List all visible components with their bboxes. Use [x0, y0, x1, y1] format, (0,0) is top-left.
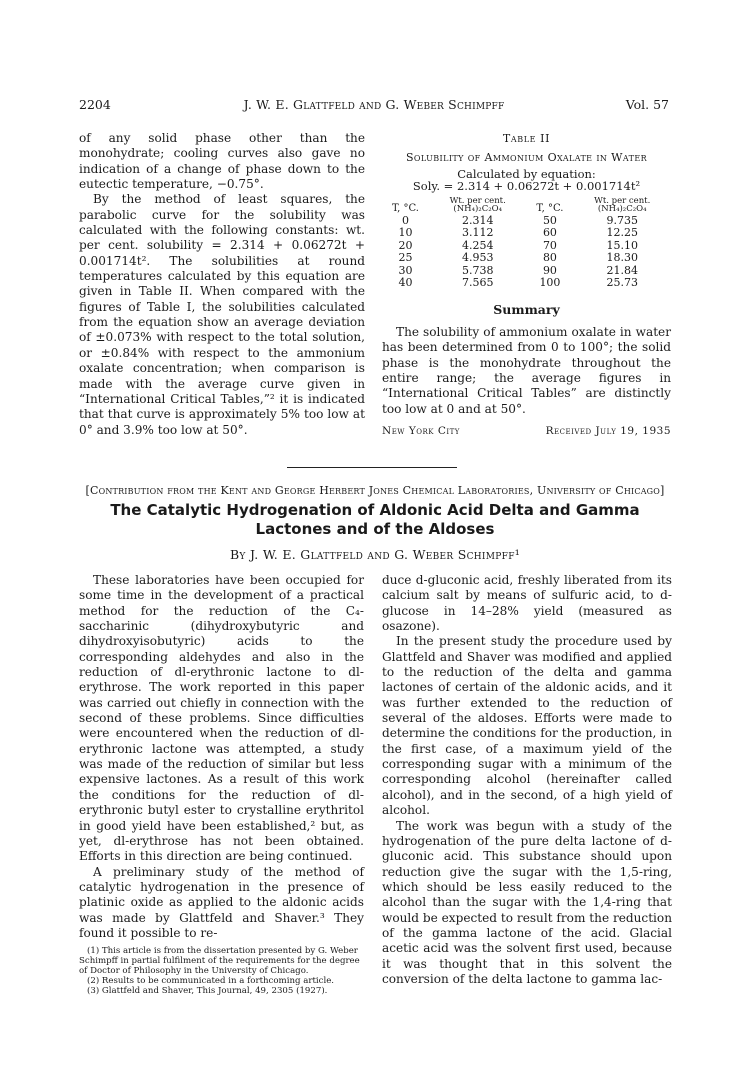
right-column-top — [382, 131, 671, 439]
summary-heading: Summary — [493, 301, 560, 317]
table-title: Table II — [502, 132, 551, 145]
work-begun-paragraph: The work was begun with a study of the hydrogenation of the pure delta lactone of d-gluconic acid. This substance should upon reduction give the sugar with the 1,5-ring, which should be less easily reduced to the alcohol than the sugar with the 1,4-ring that would be expected to result from the reduction of the gamma lactone of the acid. Glacial acetic acid was the solvent first used, because it was thought that in this solvent the conversion of the delta lactone to gamma lac- — [382, 818, 672, 986]
table-cell: 15.10 — [606, 238, 638, 252]
col-header-wt-top: Wt. per cent. — [449, 195, 506, 206]
left-column-bottom — [79, 573, 364, 996]
table-cell: 4.254 — [461, 238, 494, 252]
right-column-bottom — [382, 573, 672, 987]
article-title: The Catalytic Hydrogenation of Aldonic Acid Delta and Gamma Lactones and of the Aldoses — [110, 501, 640, 538]
table-cell: 2.314 — [461, 213, 494, 227]
table-header-row — [382, 195, 671, 215]
table-cell: 5.738 — [461, 263, 494, 277]
table-cell: 12.25 — [606, 226, 638, 240]
table-cell: 10 — [398, 226, 413, 240]
table-caption: Solubility of Ammonium Oxalate in Water — [405, 151, 648, 165]
left-column-top — [79, 131, 365, 438]
table-cell: 80 — [542, 251, 557, 265]
col-header-temp-2: T, °C. — [536, 202, 564, 214]
table-cell: 90 — [542, 263, 557, 277]
solubility-table — [382, 195, 671, 290]
page-number: 2204 — [79, 97, 111, 112]
col-header-temp-1: T, °C. — [391, 202, 419, 214]
table-cell: 3.112 — [461, 226, 494, 240]
footnote-1: (1) This article is from the dissertation presented by G. Weber Schimpff in partial fulfilment of the requirements for the degree of Doctor of Philosophy in the University of Chicago. — [79, 946, 360, 977]
received-date: Received July 19, 1935 — [545, 425, 671, 438]
table-cell: 100 — [539, 276, 561, 290]
col-header-wt-bottom: (NH₄)₂C₂O₄ — [453, 203, 502, 214]
present-study-paragraph: In the present study the procedure used by Glattfeld and Shaver was modified and applied to the reduction of the delta and gamma lactones of certain of the aldonic acids, and it was further extended to the reduction of several of the aldoses. Efforts were made to determine the conditions for the production, in the first case, of a maximum yield of the corresponding sugar with a minimum of the corresponding alcohol (hereinafter called alcohol), and in the second, of a high yield of alcohol. — [382, 634, 672, 818]
table-cell: 7.565 — [461, 276, 494, 290]
signature-line — [382, 424, 671, 439]
byline: By J. W. E. Glattfeld and G. Weber Schimpff¹ — [229, 547, 521, 562]
continued-paragraph-right: duce d-gluconic acid, freshly liberated from its calcium salt by means of sulfuric acid, to d-glucose in 14–28% yield (measured as osazone). — [382, 573, 672, 634]
col-header-wt-2 — [573, 195, 671, 215]
footnote-2: (2) Results to be communicated in a forthcoming article. — [87, 976, 335, 987]
table-cell: 25 — [398, 251, 413, 265]
table-cell: 21.84 — [606, 263, 638, 277]
footnote-3: (3) Glattfeld and Shaver, This Journal, 49, 2305 (1927). — [87, 986, 328, 997]
col-header-wt-1 — [429, 195, 527, 215]
preliminary-study-paragraph: A preliminary study of the method of catalytic hydrogenation in the presence of platinic oxide as applied to the aldonic acids was made by Glattfeld and Shaver.³ They found it possible to re- — [79, 864, 364, 940]
table-row — [382, 252, 671, 265]
least-squares-paragraph: By the method of least squares, the parabolic curve for the solubility was calculated with the following constants: wt. per cent. solubility = 2.314 + 0.06272t + 0.001714t². The solubilities at round temperatures calculated by this equation are given in Table II. When compared with the figures of Table I, the solubilities calculated from the equation show an average deviation of ±0.073% with respect to the total solution, or ±0.84% with respect to the ammonium oxalate concentration; when comparison is made with the average curve given in “International Critical Tables,”² it is indicated that that curve is approximately 5% too low at 0° and 3.9% too low at 50°. — [79, 192, 365, 437]
intro-paragraph: These laboratories have been occupied for some time in the development of a practical method for the reduction of the C₄-saccharinic (dihydroxybutyric and dihydroxyisobutyric) acids to the corresponding aldehydes and also in the reduction of dl-erythronic lactone to dl-erythrose. The work reported in this paper was carried out chiefly in connection with the second of these problems. Since difficulties were encountered when the reduction of dl-erythronic lactone was attempted, a study was made of the reduction of similar but less expensive lactones. As a result of this work the conditions for the reduction of dl-erythronic butyl ester to crystalline erythritol in good yield have been established,² but, as yet, dl-erythrose has not been obtained. Efforts in this direction are being continued. — [79, 573, 364, 864]
table-cell: 25.73 — [606, 276, 638, 290]
table-cell: 20 — [398, 238, 413, 252]
table-cell: 50 — [542, 213, 557, 227]
continued-paragraph: of any solid phase other than the monohydrate; cooling curves also gave no indication of a change of phase down to the eutectic temperature, −0.75°. — [79, 131, 365, 192]
table-cell: 30 — [398, 263, 413, 277]
table-cell: 70 — [542, 238, 557, 252]
table-equation: Soly. = 2.314 + 0.06272t + 0.001714t² — [412, 178, 641, 193]
table-row — [382, 227, 671, 240]
table-cell: 18.30 — [606, 251, 638, 265]
running-head — [79, 97, 669, 115]
col-header-wt-bottom: (NH₄)₂C₂O₄ — [597, 203, 647, 214]
table-row — [382, 277, 671, 290]
table-cell: 40 — [398, 276, 413, 290]
section-divider — [287, 467, 457, 468]
table-cell: 60 — [542, 226, 557, 240]
table-cell: 9.735 — [606, 213, 638, 227]
volume-number: Vol. 57 — [625, 97, 669, 112]
running-head-authors: J. W. E. Glattfeld and G. Weber Schimpff — [243, 97, 505, 112]
col-header-wt-top: Wt. per cent. — [594, 195, 651, 206]
place-line: New York City — [382, 425, 460, 438]
table-equation-label: Calculated by equation: — [457, 166, 596, 181]
summary-paragraph: The solubility of ammonium oxalate in water has been determined from 0 to 100°; the solid phase is the monohydrate throughout the entire range; the average figures in “International Critical Tables” are distinctly too low at 0 and at 50°. — [382, 325, 671, 416]
contribution-line: [Contribution from the Kent and George Herbert Jones Chemical Laboratories, University of Chicago] — [85, 484, 665, 497]
footnotes — [79, 946, 364, 996]
table-cell: 4.953 — [461, 251, 494, 265]
table-cell: 0 — [401, 213, 409, 227]
